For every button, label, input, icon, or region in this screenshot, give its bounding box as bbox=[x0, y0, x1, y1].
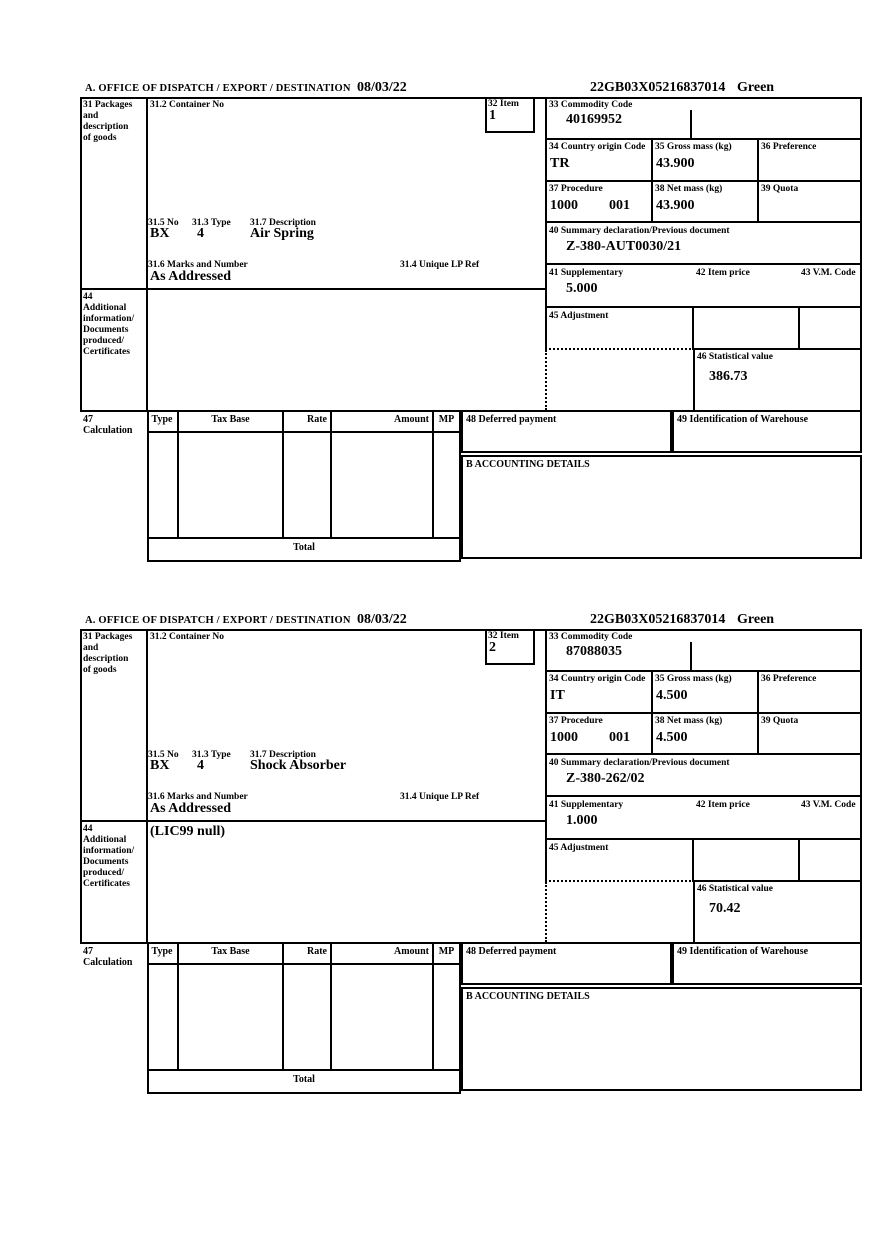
item-number-label: 32 Item bbox=[488, 631, 519, 641]
accounting-details-label: B ACCOUNTING DETAILS bbox=[466, 459, 590, 470]
calculation-box-label: 47 Calculation bbox=[83, 946, 133, 968]
package-type-label: 31.3 Type bbox=[192, 218, 231, 228]
packages-box-label: 31 Packages and description of goods bbox=[83, 632, 133, 675]
supplementary-label: 41 Supplementary bbox=[549, 800, 624, 810]
net-mass-value: 43.900 bbox=[656, 198, 695, 213]
gross-mass-value: 4.500 bbox=[656, 688, 688, 703]
quota-label: 39 Quota bbox=[761, 716, 799, 726]
grid-line bbox=[757, 670, 759, 755]
adjustment-label: 45 Adjustment bbox=[549, 311, 609, 321]
gross-mass-label: 35 Gross mass (kg) bbox=[655, 674, 732, 684]
grid-line bbox=[693, 348, 695, 412]
col-header-tax-base: Tax Base bbox=[211, 946, 250, 957]
grid-line bbox=[860, 629, 862, 944]
grid-line bbox=[545, 753, 862, 755]
grid-line bbox=[80, 629, 82, 944]
mrn-value: 22GB03X05216837014 bbox=[590, 80, 726, 95]
total-label: Total bbox=[293, 1074, 315, 1085]
grid-line bbox=[282, 410, 284, 539]
grid-line bbox=[692, 838, 694, 882]
grid-line bbox=[147, 963, 461, 965]
unique-lp-ref-label: 31.4 Unique LP Ref bbox=[400, 260, 480, 270]
col-header-amount: Amount bbox=[393, 946, 429, 957]
routing-status: Green bbox=[737, 612, 775, 627]
calculation-box-label: 47 Calculation bbox=[83, 414, 133, 436]
preference-label: 36 Preference bbox=[761, 142, 817, 152]
statistical-value-label: 46 Statistical value bbox=[697, 884, 773, 894]
grid-line bbox=[146, 97, 148, 412]
summary-declaration-label: 40 Summary declaration/Previous document bbox=[549, 758, 730, 768]
unique-lp-ref-label: 31.4 Unique LP Ref bbox=[400, 792, 480, 802]
accounting-details-box bbox=[461, 987, 862, 1091]
grid-line bbox=[147, 431, 461, 433]
packages-box-label: 31 Packages and description of goods bbox=[83, 100, 133, 143]
marks-number-label: 31.6 Marks and Number bbox=[148, 792, 248, 802]
dotted-boundary bbox=[545, 348, 695, 350]
grid-line bbox=[545, 97, 547, 352]
grid-line bbox=[177, 942, 179, 1071]
dotted-boundary bbox=[545, 880, 695, 882]
additional-info-box-label: 44 Additional information/ Documents produced/ Certificates bbox=[83, 824, 135, 889]
description-value: Air Spring bbox=[250, 226, 314, 241]
marks-number-value: As Addressed bbox=[150, 269, 232, 284]
grid-line bbox=[692, 306, 694, 350]
additional-info-box-label: 44 Additional information/ Documents produced/ Certificates bbox=[83, 292, 135, 357]
col-header-rate: Rate bbox=[307, 946, 327, 957]
grid-line bbox=[545, 629, 547, 884]
package-type-value: 4 bbox=[197, 226, 204, 241]
declaration-date: 08/03/22 bbox=[357, 80, 407, 95]
col-header-type: Type bbox=[151, 414, 173, 425]
supplementary-value: 1.000 bbox=[566, 813, 598, 828]
procedure-value-a: 1000 bbox=[550, 198, 578, 213]
grid-line bbox=[693, 348, 862, 350]
supplementary-label: 41 Supplementary bbox=[549, 268, 624, 278]
deferred-payment-label: 48 Deferred payment bbox=[466, 946, 557, 957]
grid-line bbox=[545, 263, 862, 265]
routing-status: Green bbox=[737, 80, 775, 95]
grid-line bbox=[651, 670, 653, 755]
grid-line bbox=[693, 880, 695, 944]
quota-label: 39 Quota bbox=[761, 184, 799, 194]
grid-line bbox=[798, 306, 800, 350]
net-mass-label: 38 Net mass (kg) bbox=[655, 184, 723, 194]
adjustment-label: 45 Adjustment bbox=[549, 843, 609, 853]
statistical-value: 386.73 bbox=[709, 369, 748, 384]
grid-line bbox=[545, 221, 862, 223]
deferred-payment-label: 48 Deferred payment bbox=[466, 414, 557, 425]
col-header-amount: Amount bbox=[393, 414, 429, 425]
dotted-boundary bbox=[545, 350, 547, 410]
col-header-tax-base: Tax Base bbox=[211, 414, 250, 425]
grid-line bbox=[80, 288, 547, 290]
accounting-details-label: B ACCOUNTING DETAILS bbox=[466, 991, 590, 1002]
col-header-type: Type bbox=[151, 946, 173, 957]
statistical-value-label: 46 Statistical value bbox=[697, 352, 773, 362]
procedure-label: 37 Procedure bbox=[549, 716, 603, 726]
item-block bbox=[80, 612, 862, 1096]
summary-declaration-label: 40 Summary declaration/Previous document bbox=[549, 226, 730, 236]
warehouse-label: 49 Identification of Warehouse bbox=[677, 414, 809, 425]
summary-declaration-value: Z-380-AUT0030/21 bbox=[566, 239, 682, 254]
supplementary-value: 5.000 bbox=[566, 281, 598, 296]
statistical-value: 70.42 bbox=[709, 901, 741, 916]
additional-info-value: (LIC99 null) bbox=[150, 824, 226, 839]
grid-line bbox=[177, 410, 179, 539]
warehouse-label: 49 Identification of Warehouse bbox=[677, 946, 809, 957]
grid-line bbox=[80, 820, 547, 822]
commodity-code-value: 87088035 bbox=[566, 644, 622, 659]
package-type-value: 4 bbox=[197, 758, 204, 773]
grid-line bbox=[545, 712, 862, 714]
grid-line bbox=[330, 942, 332, 1071]
country-origin-label: 34 Country origin Code bbox=[549, 674, 646, 684]
package-type-label: 31.3 Type bbox=[192, 750, 231, 760]
marks-number-label: 31.6 Marks and Number bbox=[148, 260, 248, 270]
mrn-value: 22GB03X05216837014 bbox=[590, 612, 726, 627]
preference-label: 36 Preference bbox=[761, 674, 817, 684]
country-origin-label: 34 Country origin Code bbox=[549, 142, 646, 152]
item-number-label: 32 Item bbox=[488, 99, 519, 109]
procedure-value-b: 001 bbox=[609, 198, 630, 213]
grid-line bbox=[545, 306, 862, 308]
summary-declaration-value: Z-380-262/02 bbox=[566, 771, 645, 786]
package-no-label: 31.5 No bbox=[148, 750, 179, 760]
item-number-value: 1 bbox=[489, 108, 496, 123]
marks-number-value: As Addressed bbox=[150, 801, 232, 816]
procedure-value-b: 001 bbox=[609, 730, 630, 745]
calculation-table bbox=[147, 410, 461, 539]
item-block bbox=[80, 80, 862, 564]
grid-line bbox=[545, 795, 862, 797]
container-no-label: 31.2 Container No bbox=[150, 632, 224, 642]
grid-line bbox=[146, 629, 148, 944]
item-price-label: 42 Item price bbox=[696, 268, 750, 278]
description-label: 31.7 Description bbox=[250, 218, 316, 228]
commodity-code-label: 33 Commodity Code bbox=[549, 100, 633, 110]
procedure-value-a: 1000 bbox=[550, 730, 578, 745]
container-no-label: 31.2 Container No bbox=[150, 100, 224, 110]
grid-line bbox=[80, 97, 82, 412]
grid-line bbox=[330, 410, 332, 539]
net-mass-value: 4.500 bbox=[656, 730, 688, 745]
grid-line bbox=[798, 838, 800, 882]
grid-line bbox=[432, 410, 434, 539]
col-header-rate: Rate bbox=[307, 414, 327, 425]
office-of-dispatch-title: A. OFFICE OF DISPATCH / EXPORT / DESTINATION bbox=[85, 83, 351, 94]
procedure-label: 37 Procedure bbox=[549, 184, 603, 194]
grid-line bbox=[545, 180, 862, 182]
country-origin-value: IT bbox=[550, 688, 565, 703]
commodity-code-value: 40169952 bbox=[566, 112, 622, 127]
grid-line bbox=[757, 138, 759, 223]
grid-line bbox=[860, 97, 862, 412]
description-label: 31.7 Description bbox=[250, 750, 316, 760]
country-origin-value: TR bbox=[550, 156, 570, 171]
net-mass-label: 38 Net mass (kg) bbox=[655, 716, 723, 726]
grid-line bbox=[545, 838, 862, 840]
package-no-label: 31.5 No bbox=[148, 218, 179, 228]
grid-line bbox=[545, 138, 862, 140]
col-header-mp: MP bbox=[438, 414, 455, 425]
grid-line bbox=[80, 97, 862, 99]
vm-code-label: 43 V.M. Code bbox=[801, 268, 856, 278]
package-no-value: BX bbox=[150, 758, 170, 773]
commodity-code-divider bbox=[690, 642, 692, 672]
accounting-details-box bbox=[461, 455, 862, 559]
package-no-value: BX bbox=[150, 226, 170, 241]
commodity-code-divider bbox=[690, 110, 692, 140]
col-header-mp: MP bbox=[438, 946, 455, 957]
office-of-dispatch-title: A. OFFICE OF DISPATCH / EXPORT / DESTINATION bbox=[85, 615, 351, 626]
grid-line bbox=[80, 629, 862, 631]
commodity-code-label: 33 Commodity Code bbox=[549, 632, 633, 642]
grid-line bbox=[545, 670, 862, 672]
vm-code-label: 43 V.M. Code bbox=[801, 800, 856, 810]
grid-line bbox=[282, 942, 284, 1071]
item-number-value: 2 bbox=[489, 640, 496, 655]
calculation-table bbox=[147, 942, 461, 1071]
declaration-date: 08/03/22 bbox=[357, 612, 407, 627]
gross-mass-value: 43.900 bbox=[656, 156, 695, 171]
dotted-boundary bbox=[545, 882, 547, 942]
grid-line bbox=[693, 880, 862, 882]
grid-line bbox=[432, 942, 434, 1071]
grid-line bbox=[651, 138, 653, 223]
description-value: Shock Absorber bbox=[250, 758, 347, 773]
total-label: Total bbox=[293, 542, 315, 553]
gross-mass-label: 35 Gross mass (kg) bbox=[655, 142, 732, 152]
item-price-label: 42 Item price bbox=[696, 800, 750, 810]
